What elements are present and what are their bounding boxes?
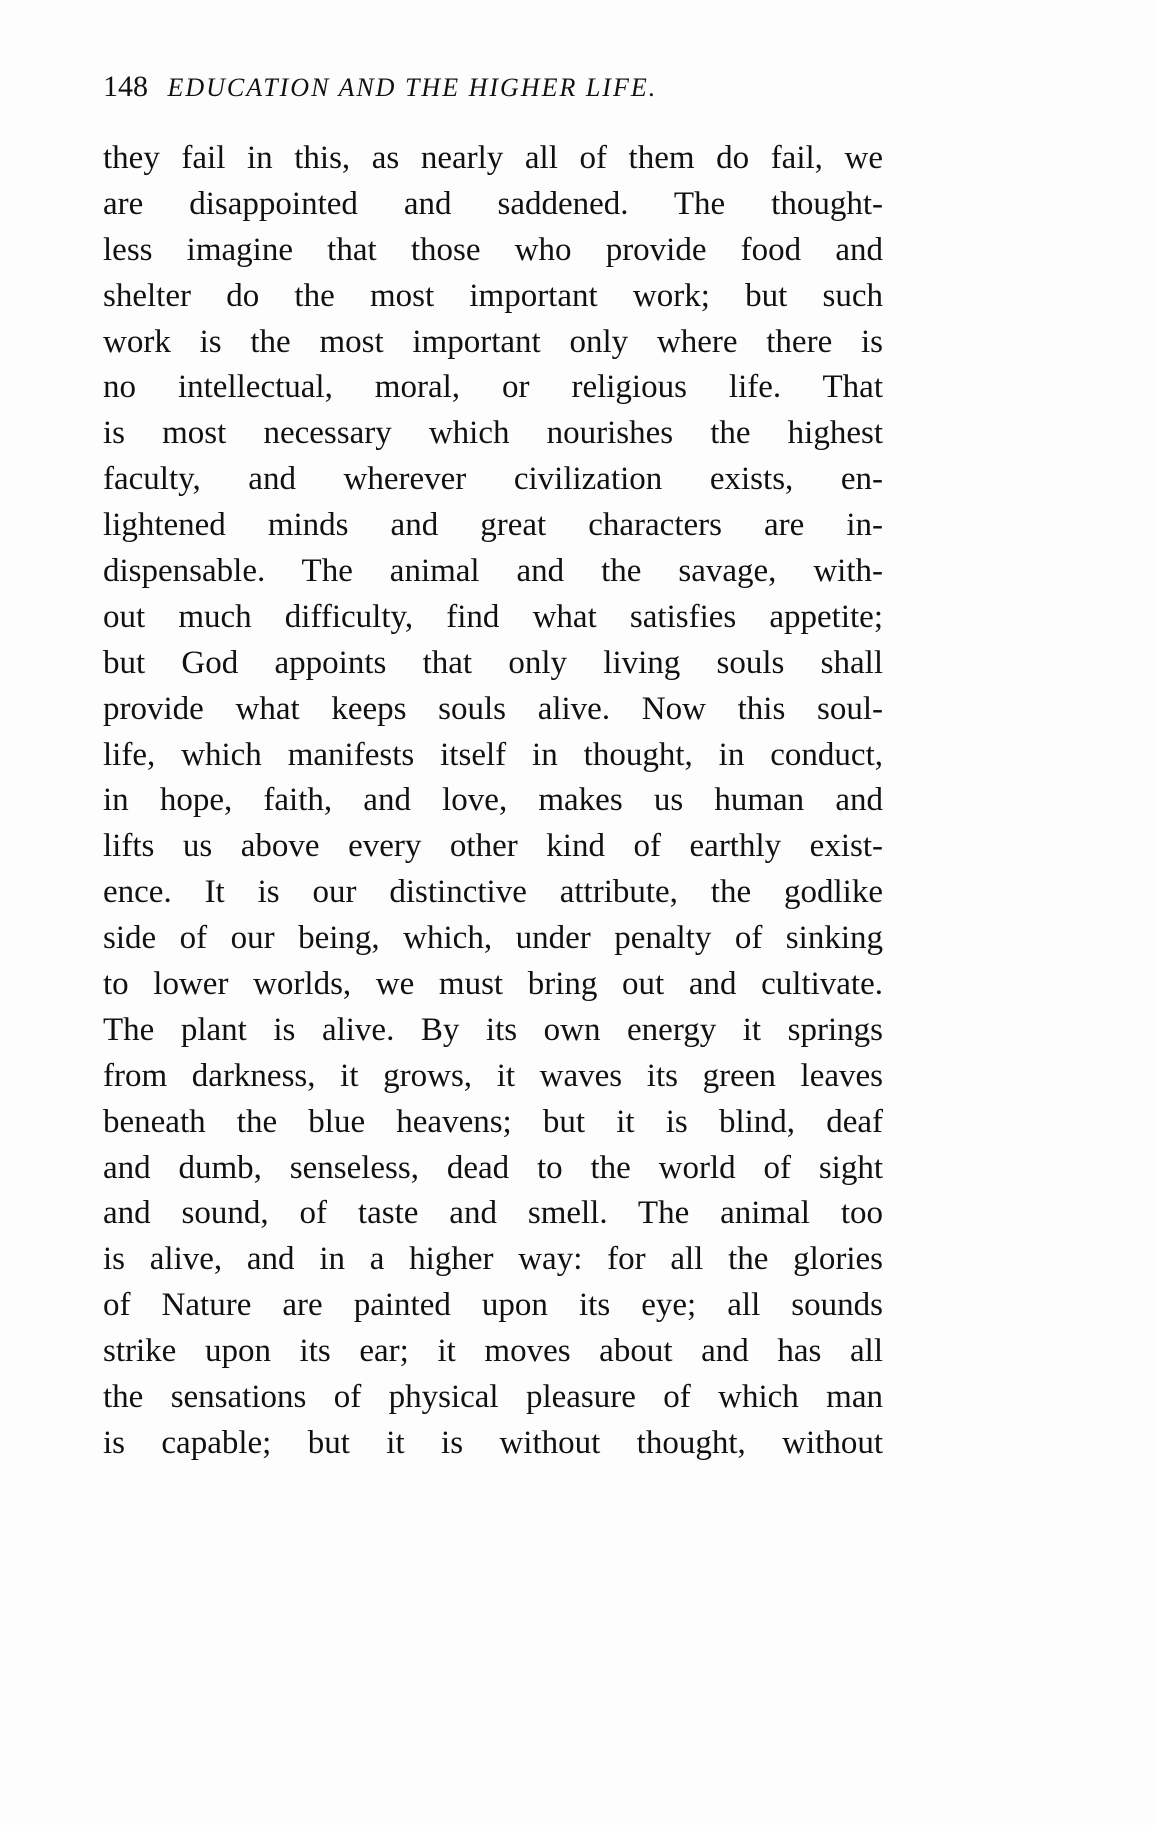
text-line: ence. It is our distinctive attribute, the godlike [103,874,883,911]
page-number: 148 [103,70,148,103]
text-line: life, which manifests itself in thought, in conduct, [103,736,883,773]
text-line: faculty, and wherever civilization exists, en- [103,461,883,498]
text-line: and dumb, senseless, dead to the world of sight [103,1149,883,1186]
text-line: is alive, and in a higher way: for all the glories [103,1241,883,1278]
text-line: dispensable. The animal and the savage, with- [103,553,883,590]
page-header [103,70,883,104]
text-line: lightened minds and great characters are in- [103,507,883,544]
text-line: and sound, of taste and smell. The animal too [103,1195,883,1232]
text-line: but God appoints that only living souls shall [103,644,883,681]
text-line: from darkness, it grows, it waves its green leaves [103,1057,883,1094]
text-line: they fail in this, as nearly all of them do fail, we [103,140,883,176]
text-line: to lower worlds, we must bring out and cultivate. [103,966,883,1003]
text-line: is capable; but it is without thought, without [103,1424,883,1461]
text-line: are disappointed and saddened. The thought- [103,185,883,222]
text-line: of Nature are painted upon its eye; all sounds [103,1287,883,1324]
text-line: work is the most important only where there is [103,323,883,360]
text-line: The plant is alive. By its own energy it springs [103,1011,883,1048]
text-line: strike upon its ear; it moves about and has all [103,1333,883,1370]
text-line: is most necessary which nourishes the highest [103,415,883,452]
text-line: no intellectual, moral, or religious life. That [103,369,883,406]
text-line: shelter do the most important work; but such [103,277,883,314]
text-line: side of our being, which, under penalty of sinking [103,920,883,957]
text-line: in hope, faith, and love, makes us human and [103,782,883,819]
running-title: EDUCATION AND THE HIGHER LIFE. [167,73,658,102]
text-line: out much difficulty, find what satisfies appetite; [103,598,883,635]
text-line: less imagine that those who provide food and [103,231,883,268]
text-line: provide what keeps souls alive. Now this soul- [103,690,883,727]
text-line: beneath the blue heavens; but it is blind, deaf [103,1103,883,1140]
text-line: the sensations of physical pleasure of which man [103,1379,883,1416]
body-text [103,136,883,1467]
text-line: lifts us above every other kind of earthly exist- [103,828,883,865]
